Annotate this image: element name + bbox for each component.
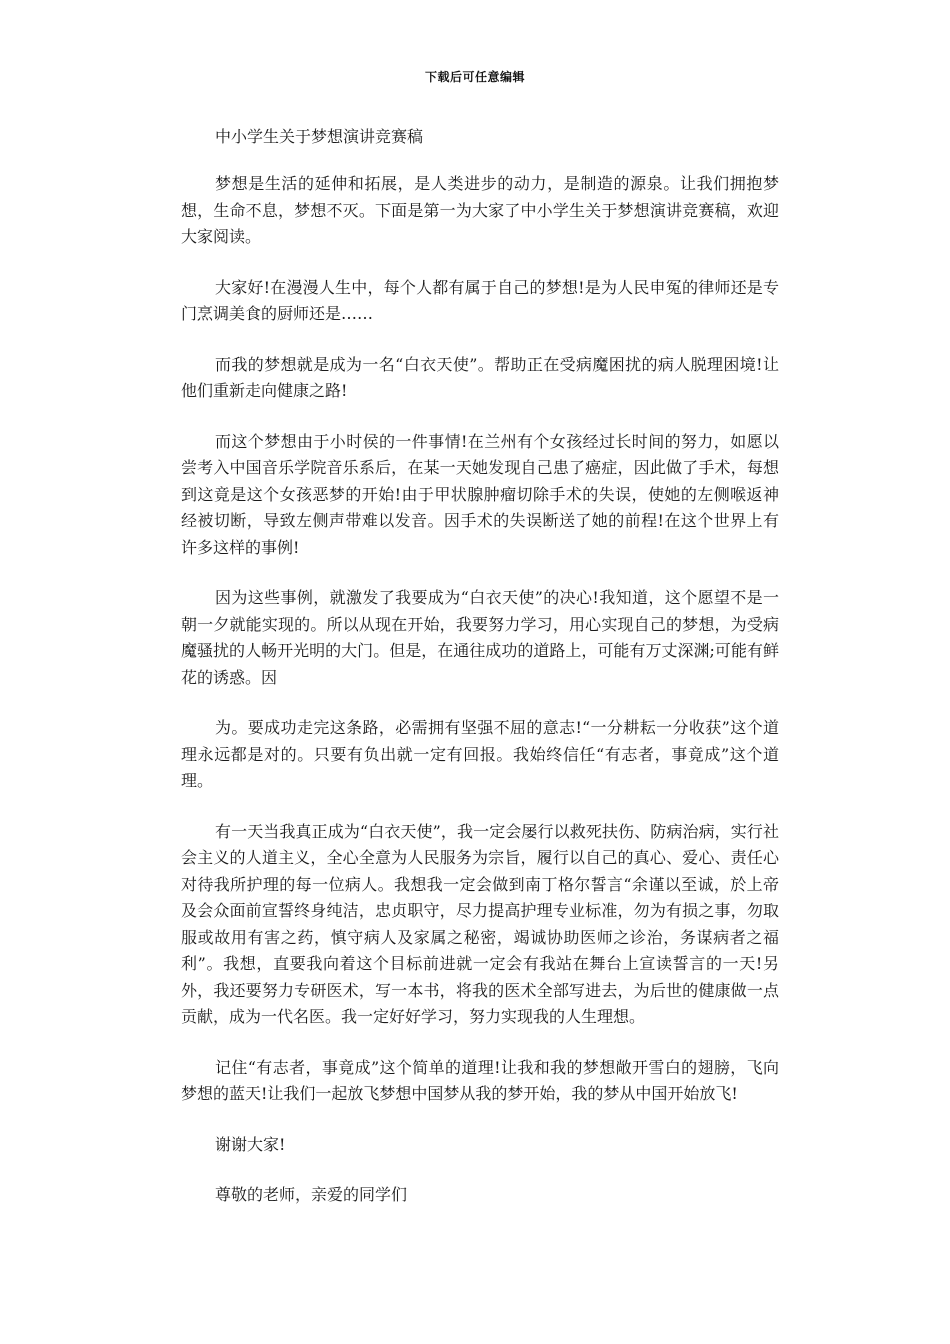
paragraph-intro: 梦想是生活的延伸和拓展，是人类进步的动力，是制造的源泉。让我们拥抱梦想，生命不息，梦想不灭。下面是第一为大家了中小学生关于梦想演讲竞赛稿，欢迎大家阅读。 xyxy=(181,174,779,246)
document-title: 中小学生关于梦想演讲竞赛稿 xyxy=(215,127,424,146)
paragraph-resolve: 因为这些事例，就激发了我要成为“白衣天使”的决心!我知道，这个愿望不是一朝一夕就能实现的。所以从现在开始，我要努力学习，用心实现自己的梦想，为受病魔骚扰的人畅开光明的大门。但是，在通往成功的道路上，可能有万丈深渊;可能有鲜花的诱惑。因 xyxy=(181,588,779,687)
paragraph-thanks: 谢谢大家! xyxy=(215,1134,286,1154)
paragraph-story: 而这个梦想由于小时侯的一件事情!在兰州有个女孩经过长时间的努力，如愿以尝考入中国音乐学院音乐系后，在某一天她发现自己患了癌症，因此做了手术，每想到这竟是这个女孩恶梦的开始!由于甲状腺肿瘤切除手术的失误，使她的左侧喉返神经被切断，导致左侧声带难以发音。因手术的失误断送了她的前程!在这个世界上有许多这样的事例! xyxy=(181,431,779,557)
header-note: 下载后可任意编辑 xyxy=(424,70,525,84)
paragraph-conclusion: 记住“有志者，事竟成”这个简单的道理!让我和我的梦想敞开雪白的翅膀，飞向梦想的蓝天!让我们一起放飞梦想中国梦从我的梦开始，我的梦从中国开始放飞! xyxy=(181,1057,779,1103)
document-body xyxy=(181,124,779,1233)
paragraph-dream: 而我的梦想就是成为一名“白衣天使”。帮助正在受病魔困扰的病人脱理困境!让他们重新走向健康之路! xyxy=(181,354,779,400)
paragraph-greeting: 大家好!在漫漫人生中，每个人都有属于自己的梦想!是为人民申冤的律师还是专门烹调美食的厨师还是…… xyxy=(181,277,779,323)
paragraph-salutation: 尊敬的老师，亲爱的同学们 xyxy=(215,1185,408,1204)
paragraph-will: 为。要成功走完这条路，必需拥有坚强不屈的意志!“一分耕耘一分收获”这个道理永远都是对的。只要有负出就一定有回报。我始终信任“有志者，事竟成”这个道理。 xyxy=(181,718,779,790)
paragraph-oath: 有一天当我真正成为“白衣天使”，我一定会屡行以救死扶伤、防病治病，实行社会主义的人道主义，全心全意为人民服务为宗旨，履行以自己的真心、爱心、责任心对待我所护理的每一位病人。我想我一定会做到南丁格尔誓言“余谨以至诚，於上帝及会众面前宣誓终身纯洁，忠贞职守，尽力提高护理专业标准，勿为有损之事，勿取服或故用有害之药，慎守病人及家属之秘密，竭诚协助医师之诊治，务谋病者之福利”。我想，直要我向着这个目标前进就一定会有我站在舞台上宣读誓言的一天!另外，我还要努力专研医术，写一本书，将我的医术全部写进去，为后世的健康做一点贡献，成为一代名医。我一定好好学习，努力实现我的人生理想。 xyxy=(181,821,779,1026)
